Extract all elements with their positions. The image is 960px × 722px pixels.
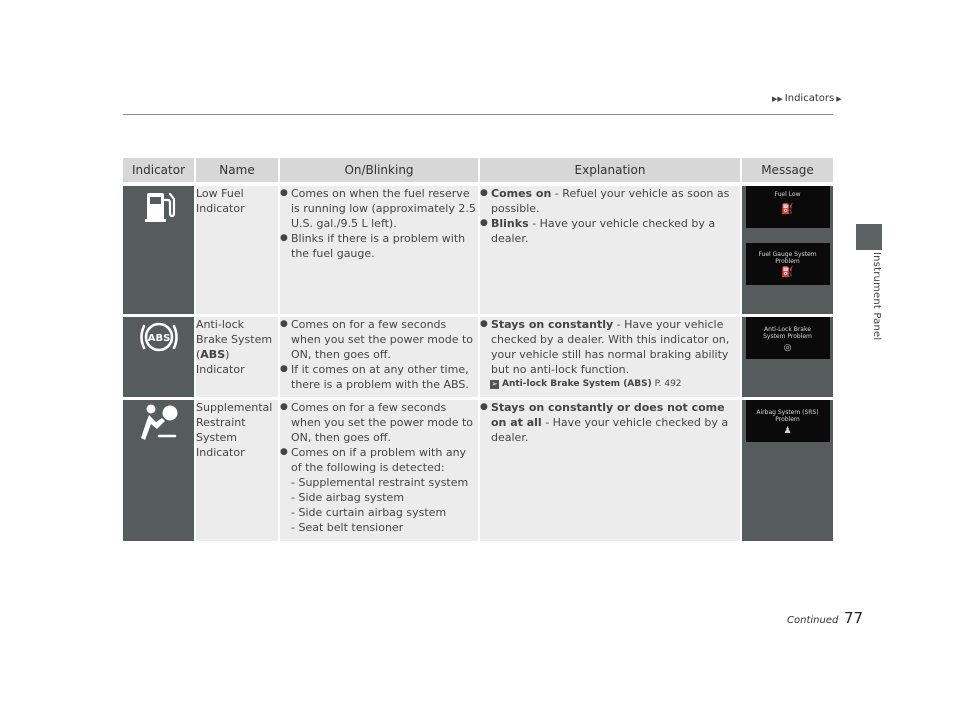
table-row	[123, 400, 833, 541]
message-cell	[742, 317, 833, 397]
message-text: Fuel Gauge System Problem	[758, 251, 817, 265]
header-rule	[123, 114, 833, 115]
page-number: 77	[844, 609, 864, 627]
indicator-table	[123, 158, 833, 541]
explanation-text: - Have your vehicle checked by a dealer.	[491, 416, 729, 444]
message-text: Airbag System (SRS) Problem	[756, 409, 819, 423]
reference-title: Anti-lock Brake System (ABS)	[502, 379, 652, 389]
continued-label: Continued	[787, 615, 839, 626]
indicator-name: Indicator	[196, 202, 245, 215]
name-cell	[196, 400, 280, 541]
message-text: Fuel Low	[774, 191, 801, 198]
indicator-cell	[123, 400, 196, 541]
double-arrow-icon: ▶▶	[772, 94, 783, 103]
indicator-name: Low Fuel	[196, 187, 244, 200]
list-item: ● Comes on if a problem with any of the following is detected:	[280, 445, 478, 475]
breadcrumb-label: Indicators	[784, 93, 835, 104]
list-item	[480, 317, 740, 377]
indicator-name: System	[196, 431, 238, 444]
abs-icon: ◎	[783, 343, 792, 353]
indicator-name-abbr	[196, 347, 278, 362]
reference-arrow-icon: ➢	[491, 380, 498, 388]
explanation-text: - Have your vehicle checked by a dealer. With this indicator on, your vehicle still has normal braking ability but no anti-lock function.	[491, 318, 730, 376]
abs-icon	[137, 317, 181, 357]
column-header: On/Blinking	[280, 158, 480, 182]
explanation-key: Blinks	[491, 217, 529, 230]
explanation-cell	[480, 186, 742, 314]
explanation-cell	[480, 400, 742, 541]
list-item: ● Blinks if there is a problem with the fuel gauge.	[280, 231, 478, 261]
list-item: ● Comes on for a few seconds when you set the power mode to ON, then goes off.	[280, 400, 478, 445]
message-cell	[742, 400, 833, 541]
message-display	[746, 186, 830, 228]
column-header: Message	[742, 158, 833, 182]
on-blinking-cell	[280, 186, 480, 314]
indicator-name: Supplemental	[196, 401, 273, 414]
explanation-key: Comes on	[491, 187, 552, 200]
indicator-cell	[123, 186, 196, 314]
message-cell	[742, 186, 833, 314]
table-row	[123, 317, 833, 397]
arrow-icon: ▶	[836, 94, 842, 103]
message-display	[746, 243, 830, 285]
on-blinking-cell	[280, 400, 480, 541]
explanation-key: Stays on constantly or does not come on at all	[491, 401, 725, 429]
airbag-icon: ♟	[783, 426, 792, 436]
explanation-text: - Refuel your vehicle as soon as possible.	[491, 187, 730, 215]
abbr: ABS	[200, 348, 226, 361]
list-item: ● Comes on when the fuel reserve is running low (approximately 2.5 U.S. gal./9.5 L left).	[280, 186, 478, 231]
chapter-label: Instrument Panel	[871, 252, 882, 341]
name-cell	[196, 186, 280, 314]
breadcrumb	[772, 93, 842, 104]
explanation-text: - Have your vehicle checked by a dealer.	[491, 217, 716, 245]
list-item	[480, 216, 740, 246]
reference-page: P. 492	[654, 379, 682, 389]
explanation-cell	[480, 317, 742, 397]
indicator-name: Indicator	[196, 363, 245, 376]
explanation-key: Stays on constantly	[491, 318, 614, 331]
list-item: ● Comes on for a few seconds when you set the power mode to ON, then goes off.	[280, 317, 478, 362]
paren-open: (	[196, 348, 201, 361]
airbag-icon	[137, 400, 181, 444]
list-item: ● If it comes on at any other time, there is a problem with the ABS.	[280, 362, 478, 392]
table-row	[123, 186, 833, 314]
indicator-name: Brake System	[196, 333, 273, 346]
list-item	[480, 186, 740, 216]
paren-close: )	[225, 348, 230, 361]
indicator-name: Anti-lock	[196, 318, 245, 331]
chapter-tab	[856, 224, 882, 250]
column-header: Explanation	[480, 158, 742, 182]
message-display	[746, 400, 830, 442]
column-header: Indicator	[123, 158, 196, 182]
list-item	[480, 400, 740, 445]
indicator-cell	[123, 317, 196, 397]
message-display	[746, 317, 830, 359]
on-blinking-cell	[280, 317, 480, 397]
table-header-row	[123, 158, 833, 182]
cross-reference-link[interactable]	[480, 377, 740, 391]
sub-list-item: - Supplemental restraint system	[291, 476, 469, 489]
sub-list-item: - Seat belt tensioner	[291, 521, 404, 534]
indicator-name: Restraint	[196, 416, 246, 429]
sub-list-item: - Side curtain airbag system	[291, 506, 447, 519]
fuel-pump-icon: ⛽	[781, 267, 794, 278]
name-cell	[196, 317, 280, 397]
column-header: Name	[196, 158, 280, 182]
message-text: Anti-Lock Brake System Problem	[763, 326, 812, 340]
fuel-pump-icon: ⛽	[781, 204, 794, 215]
sub-list-item: - Side airbag system	[291, 491, 405, 504]
svg-text:ABS: ABS	[147, 333, 170, 344]
fuel-pump-icon	[139, 186, 179, 226]
indicator-name: Indicator	[196, 446, 245, 459]
